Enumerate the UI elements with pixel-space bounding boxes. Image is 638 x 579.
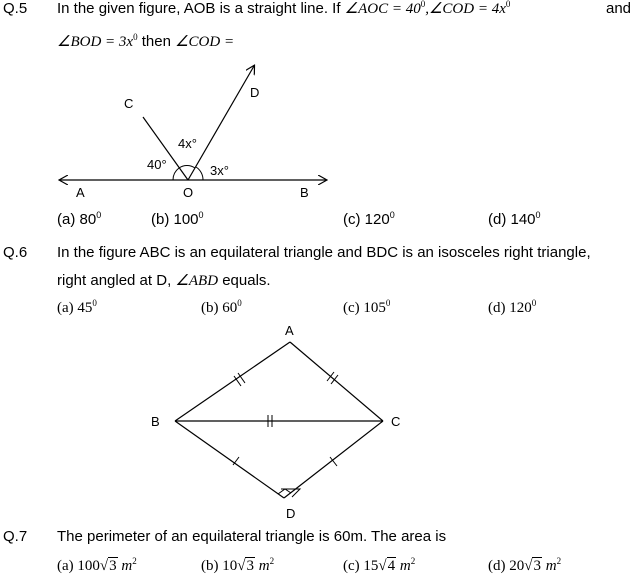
q6-text-line1: In the figure ABC is an equilateral triangle and BDC is an isosceles right triangle, (57, 244, 591, 261)
q5-angle-aoc: ∠AOC = $40^0$, (344, 0, 429, 17)
q5-label-d: D (250, 85, 260, 100)
q5-angle-bod: ∠BOD = $3x^0$ (57, 32, 138, 50)
q5-and: and (606, 0, 632, 17)
q7-text: The perimeter of an equilateral triangle is 60m. The area is (57, 528, 447, 545)
q6-text-line2: right angled at D, ∠ABD equals. (57, 272, 271, 289)
q6-angle-abd: ∠ABD (175, 273, 219, 289)
q7-number: Q.7 (3, 528, 28, 545)
q6-label-b: B (151, 414, 160, 429)
sqrt-icon: √ (99, 558, 109, 574)
sqrt-icon: √ (378, 558, 387, 574)
q6-number: Q.6 (3, 244, 28, 261)
q6-option-b[interactable]: (b) $60^0$ (201, 298, 242, 316)
q7-option-c[interactable]: (c) 15√4 $m^2$ (343, 556, 416, 574)
q6-option-d[interactable]: (d) $120^0$ (488, 298, 537, 316)
q5-option-c[interactable]: (c) $120^0$ (343, 210, 395, 228)
q6-tick-ac-1 (327, 372, 334, 381)
q5-angle-3x-label: 3x° (210, 163, 229, 178)
q5-label-o: O (183, 185, 194, 200)
q6-side-ab (175, 342, 290, 421)
q5-label-a: A (76, 185, 85, 200)
q5-option-d[interactable]: (d) $140^0$ (488, 210, 541, 228)
q6-label-a: A (285, 323, 294, 338)
q7-option-a[interactable]: (a) 100√3 $m^2$ (57, 556, 137, 574)
q5-then: then (141, 33, 171, 50)
q5-label-c: C (124, 96, 134, 111)
sqrt-icon: √ (237, 558, 246, 574)
q6-side-ac (290, 342, 383, 421)
q7-option-d[interactable]: (d) 20√3 $m^2$ (488, 556, 562, 574)
q6-side-bd (175, 421, 284, 498)
q6-label-d: D (286, 506, 296, 521)
q5-intro: In the given figure, AOB is a straight line. If (57, 0, 341, 17)
q5-option-b[interactable]: (b) $100^0$ (151, 210, 204, 228)
q6-side-cd (284, 421, 383, 498)
q5-angle-cod-question: ∠COD = (175, 34, 235, 50)
q5-label-b: B (300, 185, 309, 200)
q6-label-c: C (391, 414, 401, 429)
q6-option-a[interactable]: (a) $45^0$ (57, 298, 97, 316)
q6-option-c[interactable]: (c) $105^0$ (343, 298, 391, 316)
q7-option-b[interactable]: (b) 10√3 $m^2$ (201, 556, 275, 574)
q5-option-a[interactable]: (a) $80^0$ (57, 210, 102, 228)
q5-angle-cod: ∠COD = $4x^0$ (428, 0, 511, 17)
q5-angle-4x-label: 4x° (178, 136, 197, 151)
q5-angle-40-label: 40° (147, 157, 167, 172)
q5-number: Q.5 (3, 0, 28, 17)
sqrt-icon: √ (524, 558, 533, 574)
q6-tick-ab-2 (238, 373, 245, 383)
